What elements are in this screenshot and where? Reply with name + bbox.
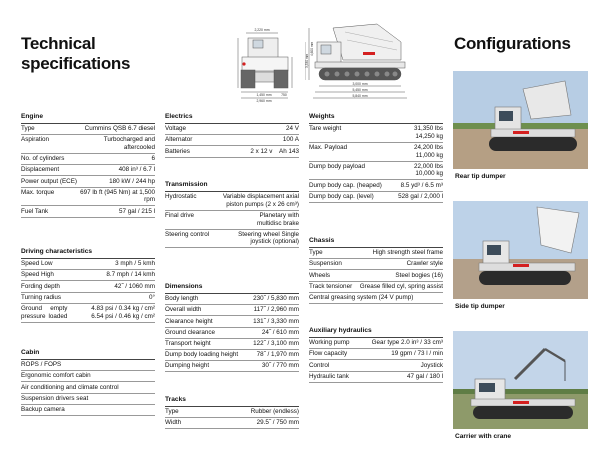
spec-row: [21, 206, 155, 217]
spec-value: 31,350 lbs 14,250 kg: [413, 125, 443, 140]
spec-label: Type: [21, 125, 35, 133]
cabin-item-label: Backup camera: [21, 406, 65, 414]
spec-label: Voltage: [165, 125, 187, 133]
front-width-top-label: 2,220 mm: [254, 28, 270, 32]
spec-row: [165, 135, 299, 146]
spec-row: [309, 372, 443, 383]
transmission-section: [165, 180, 299, 248]
spec-row: [21, 270, 155, 281]
engine-heading: Engine: [21, 112, 155, 124]
spec-row: [165, 305, 299, 316]
rear-tip-dumper-caption: Rear tip dumper: [455, 173, 506, 180]
spec-value: 24˝ / 610 mm: [261, 328, 299, 336]
spec-row: [21, 124, 155, 135]
spec-value: 19 gpm / 73 l / min: [391, 350, 443, 358]
spec-value: 42˝ / 1060 mm: [114, 282, 155, 290]
spec-value: Variable displacement axial piston pumps (2 x 26 cm³): [222, 193, 299, 208]
spec-row: [21, 165, 155, 176]
ground-pressure-row: [21, 304, 155, 323]
spec-label: Flow capacity: [309, 350, 348, 358]
configurations-title: Configurations: [454, 34, 571, 53]
spec-row: [165, 328, 299, 339]
chassis-section: [309, 236, 443, 304]
spec-value: 122˝ / 3,100 mm: [253, 340, 299, 348]
spec-row: [21, 176, 155, 187]
hydraulics-heading: Auxiliary hydraulics: [309, 326, 443, 338]
carrier-with-crane-photo: [453, 331, 588, 429]
spec-row: [21, 154, 155, 165]
spec-label: Type: [165, 408, 179, 416]
hydraulics-section: [309, 326, 443, 383]
spec-label: Overall width: [165, 306, 202, 314]
spec-row: [165, 211, 299, 230]
spec-row: [309, 248, 443, 259]
spec-row: [309, 259, 443, 270]
spec-value: 131˝ / 3,330 mm: [253, 317, 299, 325]
spec-value: Rubber (endless): [250, 408, 299, 416]
spec-label: Hydraulic tank: [309, 372, 349, 380]
spec-label: Clearance height: [165, 317, 213, 325]
spec-row: [165, 361, 299, 372]
side-height-1-label: 4,600 mm: [310, 41, 314, 56]
spec-row: [309, 270, 443, 281]
side-length-1-label: 3,000 mm: [352, 82, 368, 86]
spec-row: [309, 143, 443, 162]
cabin-item: [21, 382, 155, 393]
spec-row: [21, 135, 155, 154]
spec-label: Hydrostatic: [165, 193, 197, 201]
dimensions-section: [165, 282, 299, 372]
spec-value: 0°: [148, 293, 155, 301]
spec-label: Aspiration: [21, 136, 50, 144]
spec-row: [21, 281, 155, 292]
side-tip-dumper-caption: Side tip dumper: [455, 303, 505, 310]
spec-value: Planetary with multidisc brake: [257, 212, 299, 227]
spec-label: Control: [309, 361, 330, 369]
spec-value: 8.7 mph / 14 kmh: [106, 271, 155, 279]
cabin-item-label: Air conditioning and climate control: [21, 383, 119, 391]
electrics-heading: Electrics: [165, 112, 299, 124]
spec-label: Alternator: [165, 136, 193, 144]
spec-row: [309, 192, 443, 203]
spec-value: 180 kW / 244 hp: [109, 177, 155, 185]
weights-section: [309, 112, 443, 203]
spec-row: [165, 294, 299, 305]
side-height-2-label: 3,330 mm: [305, 53, 309, 68]
weights-heading: Weights: [309, 112, 443, 124]
cabin-item: [21, 371, 155, 382]
driving-section: [21, 247, 155, 323]
spec-value: Crawler style: [406, 260, 443, 268]
spec-label: Batteries: [165, 147, 190, 155]
spec-value: High strength steel frame: [372, 249, 443, 257]
spec-label: Dump body payload: [309, 162, 366, 170]
cabin-item: [21, 405, 155, 416]
page-title: [21, 34, 130, 74]
dimensions-heading: Dimensions: [165, 282, 299, 294]
ground-pressure-empty: empty: [50, 305, 68, 313]
spec-label: Dump body cap. (level): [309, 192, 374, 200]
spec-value: Cummins QSB 6.7 diesel: [84, 125, 155, 133]
spec-row: [165, 418, 299, 429]
spec-label: Wheels: [309, 271, 330, 279]
spec-value: 47 gal / 180 l: [406, 372, 443, 380]
spec-row: [309, 282, 443, 293]
spec-value: Steering wheel Single joystick (optional): [238, 230, 299, 246]
spec-row: [309, 293, 443, 304]
rear-tip-dumper-photo: [453, 71, 588, 169]
spec-label: Transport height: [165, 340, 211, 348]
spec-row: [165, 124, 299, 135]
page-title-line1: Technical: [21, 34, 96, 53]
spec-label: Steering control: [165, 230, 210, 238]
side-length-3-label: 5,840 mm: [352, 94, 368, 98]
spec-value: 78˝ / 1,970 mm: [256, 351, 299, 359]
spec-row: [21, 259, 155, 270]
spec-label: Max. Payload: [309, 144, 348, 152]
spec-label: Fuel Tank: [21, 207, 49, 215]
spec-value: 3 mph / 5 kmh: [115, 260, 155, 268]
ground-pressure-loaded-value: 6.54 psi / 0.46 kg / cm²: [91, 312, 155, 320]
side-length-2-label: 5,450 mm: [352, 88, 368, 92]
ground-pressure-empty-value: 4.83 psi / 0.34 kg / cm²: [91, 305, 155, 313]
spec-value: 24,200 lbs 11,000 kg: [413, 144, 443, 159]
spec-value: Steel bogies (16): [395, 271, 443, 279]
spec-label: Suspension: [309, 260, 342, 268]
spec-value: 8.5 yd³ / 6.5 m³: [400, 181, 443, 189]
spec-row: [21, 188, 155, 207]
ground-pressure-values: [70, 305, 155, 320]
spec-value: Joystick: [420, 361, 443, 369]
front-width-1-label: 1,450 mm: [256, 93, 272, 97]
spec-value: 24 V: [286, 125, 299, 133]
spec-row: [165, 230, 299, 249]
spec-label: Dump body loading height: [165, 351, 239, 359]
spec-row: [165, 350, 299, 361]
spec-label: Dumping height: [165, 362, 210, 370]
front-width-3-label: 2,960 mm: [256, 99, 272, 103]
cabin-item: [21, 394, 155, 405]
spec-value: Grease filled cyl, spring assist: [359, 282, 443, 290]
spec-row: [165, 192, 299, 211]
spec-row: [309, 349, 443, 360]
spec-label: No. of cylinders: [21, 155, 65, 163]
spec-value: 117˝ / 2,960 mm: [253, 306, 299, 314]
cabin-item: [21, 360, 155, 371]
spec-label: Width: [165, 419, 182, 427]
spec-label: Central greasing system (24 V pump): [309, 294, 414, 302]
spec-row: [21, 293, 155, 304]
spec-label: Tare weight: [309, 125, 342, 133]
spec-label: Power output (ECE): [21, 177, 77, 185]
front-view-drawing: [234, 24, 300, 104]
spec-value: 22,000 lbs 10,000 kg: [413, 162, 443, 178]
ground-pressure-label-1: Ground: [21, 305, 43, 313]
spec-label: Working pump: [309, 339, 350, 347]
tracks-section: [165, 395, 299, 429]
side-view-drawing: [305, 18, 415, 104]
spec-value: 6: [151, 155, 155, 163]
side-tip-dumper-photo: [453, 201, 588, 299]
page-title-line2: specifications: [21, 54, 131, 73]
spec-row: [309, 360, 443, 371]
transmission-heading: Transmission: [165, 180, 299, 192]
ground-pressure-sub: [49, 305, 71, 320]
cabin-item-label: Ergonomic comfort cabin: [21, 372, 91, 380]
chassis-heading: Chassis: [309, 236, 443, 248]
spec-row: [165, 316, 299, 327]
spec-value: Turbocharged and aftercooled: [103, 136, 155, 152]
spec-label: Ground clearance: [165, 328, 216, 336]
spec-value: 528 gal / 2,000 l: [398, 192, 443, 200]
driving-heading: Driving characteristics: [21, 247, 155, 259]
spec-value: 30˝ / 770 mm: [261, 362, 299, 370]
spec-row: [309, 124, 443, 143]
spec-row: [165, 339, 299, 350]
engine-section: [21, 112, 155, 218]
tracks-heading: Tracks: [165, 395, 299, 407]
spec-label: Displacement: [21, 166, 60, 174]
carrier-with-crane-caption: Carrier with crane: [455, 433, 512, 440]
cabin-item-label: Suspension drivers seat: [21, 394, 89, 402]
spec-value: 697 lb ft (945 Nm) at 1,500 rpm: [80, 188, 155, 204]
ground-pressure-loaded: loaded: [48, 312, 68, 320]
spec-value: 2 x 12 v Ah 143: [250, 147, 299, 155]
spec-label: Dump body cap. (heaped): [309, 181, 382, 189]
spec-label: Body length: [165, 295, 199, 303]
spec-row: [309, 162, 443, 181]
spec-label: Fording depth: [21, 282, 60, 290]
cabin-heading: Cabin: [21, 348, 155, 360]
spec-label: Final drive: [165, 212, 195, 220]
spec-label: Speed High: [21, 271, 54, 279]
cabin-item-label: ROPS / FOPS: [21, 361, 62, 369]
spec-value: Gear type 2.0 in³ / 33 cm³: [371, 339, 443, 347]
spec-value: 57 gal / 215 l: [118, 207, 155, 215]
ground-pressure-label-2: pressure: [21, 312, 46, 320]
spec-label: Type: [309, 249, 323, 257]
spec-value: 29.5˝ / 750 mm: [256, 419, 299, 427]
spec-value: 408 in³ / 6.7 l: [118, 166, 155, 174]
spec-value: 100 A: [282, 136, 299, 144]
spec-label: Track tensioner: [309, 282, 353, 290]
cabin-section: [21, 348, 155, 416]
spec-value: 230˝ / 5,830 mm: [253, 295, 299, 303]
ground-pressure-label: [21, 305, 49, 320]
spec-row: [165, 146, 299, 157]
spec-label: Turning radius: [21, 293, 62, 301]
spec-row: [309, 180, 443, 191]
electrics-section: [165, 112, 299, 158]
spec-label: Speed Low: [21, 260, 53, 268]
spec-row: [309, 338, 443, 349]
spec-label: Max. torque: [21, 188, 55, 196]
spec-row: [165, 407, 299, 418]
front-width-2-label: 750: [281, 93, 287, 97]
